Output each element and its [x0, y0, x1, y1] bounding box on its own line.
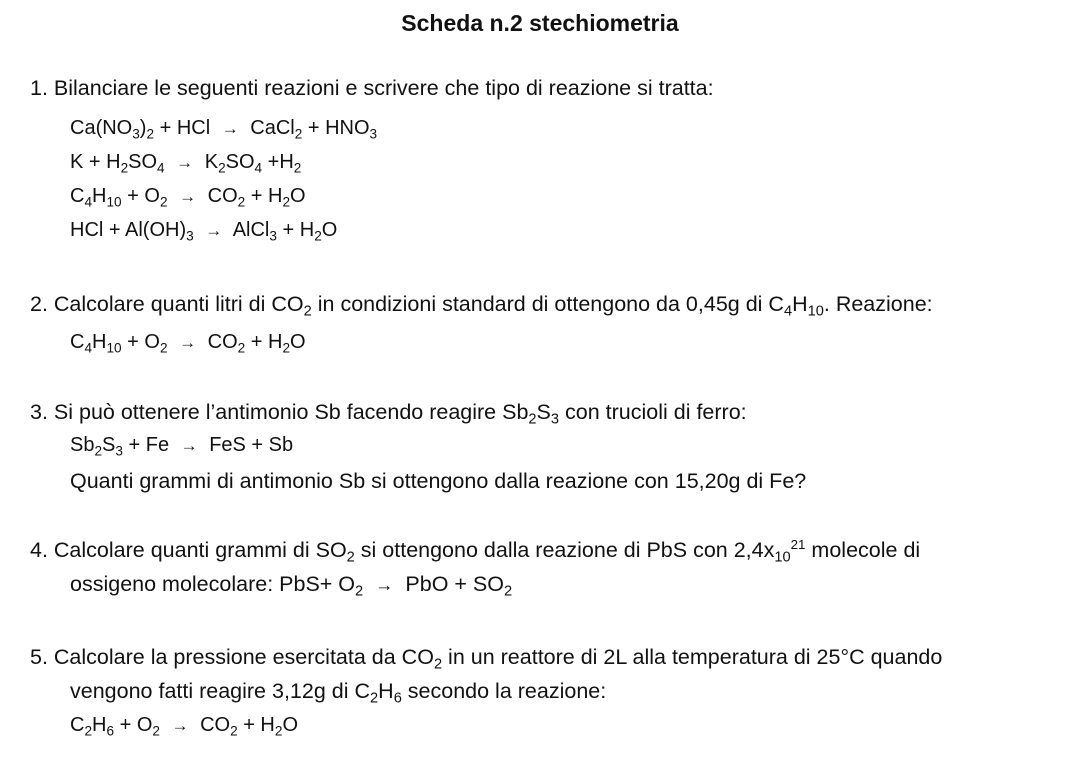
question-5: 5. Calcolare la pressione esercitata da $CO_2$ in un reattore di 2L alla temperatura di 25°C quando — [30, 645, 943, 673]
question-4: 4. Calcolare quanti grammi di $SO_2$ si ottengono dalla reazione di PbS con $2,4x_{10}^{21}$ molecole di — [30, 536, 921, 566]
question-2: 2. Calcolare quanti litri di $CO_2$ in condizioni standard di ottengono da 0,45g di $C_4H_{10}$. Reazione: — [30, 292, 933, 320]
page-title: Scheda n.2 stechiometria — [401, 10, 679, 36]
reaction-1c: $C_4H_{10} + O_2 \to CO_2 + H_2O$ — [70, 185, 306, 210]
question-3-followup: Quanti grammi di antimonio Sb si ottengono dalla reazione con 15,20g di Fe? — [70, 469, 807, 493]
reaction-1d: HCl + $Al(OH)_3$ → AlCl$_3$ + $H_2O$ — [70, 219, 338, 244]
reaction-5: $C_2H_6 + O_2 \to CO_2 + H_2O$ — [70, 714, 299, 739]
reaction-1a: $Ca(NO_3)_2$ + HCl → CaCl$_2$ + $HNO_3$ — [70, 117, 378, 142]
reaction-1b: $K + H_2SO_4 \to K_2SO_4 +H_2$ — [70, 151, 302, 176]
question-4-line2: ossigeno molecolare: $PbS+ O_2$ → PbO + $SO_2$ — [70, 572, 513, 600]
reaction-3: $Sb_2S_3 + Fe$ → FeS + Sb — [70, 434, 294, 459]
question-3: 3. Si può ottenere l’antimonio Sb facendo reagire $Sb_2S_3$ con trucioli di ferro: — [30, 400, 747, 428]
question-5-line2: vengono fatti reagire 3,12g di $C_2H_6$ secondo la reazione: — [70, 679, 607, 707]
reaction-2: $C_4H_{10} + O_2 \to CO_2 + H_2O$ — [70, 331, 306, 356]
question-1: 1. Bilanciare le seguenti reazioni e scrivere che tipo di reazione si tratta: — [30, 76, 714, 100]
